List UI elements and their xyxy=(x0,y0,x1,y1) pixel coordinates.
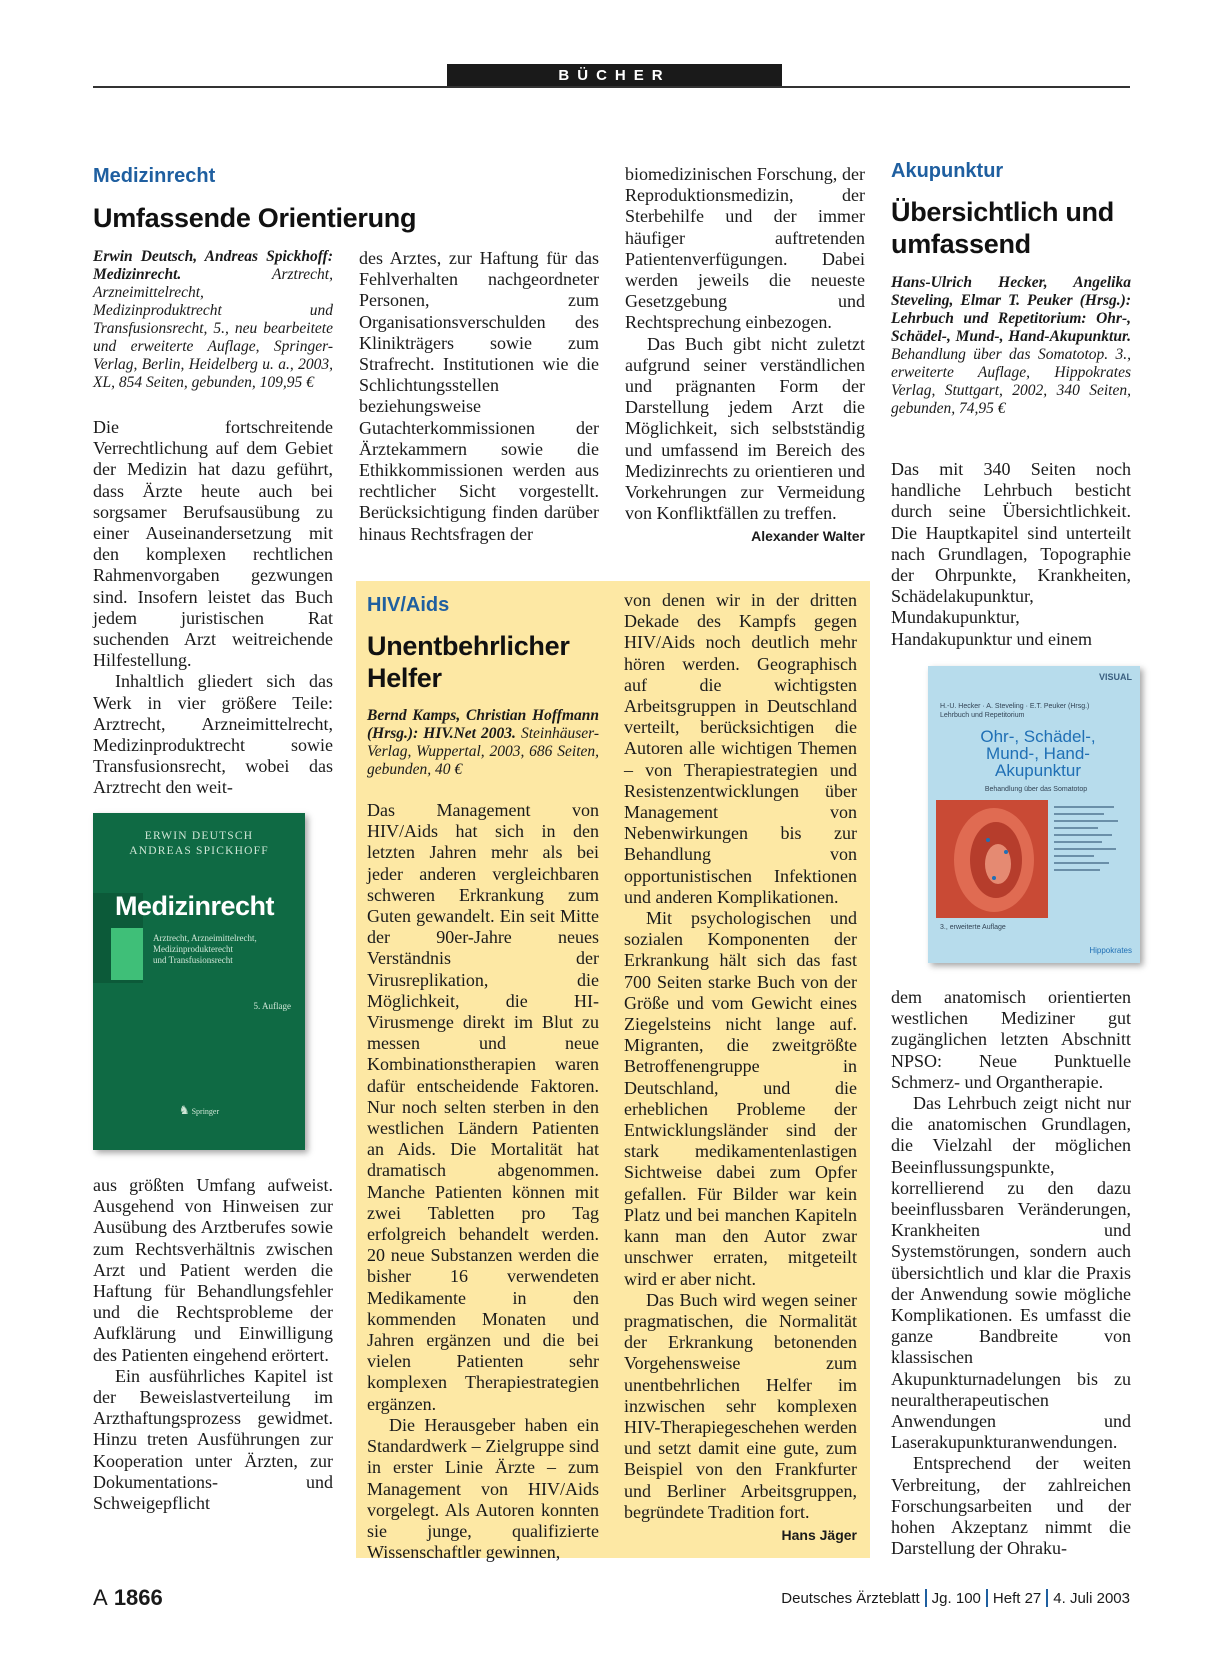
cover-series: Lehrbuch und Repetitorium xyxy=(940,712,1025,719)
cover-publisher-logo: ♞ Springer xyxy=(178,1103,220,1117)
biblio-hiv xyxy=(367,707,599,779)
biblio-medizinrecht xyxy=(93,248,333,392)
cover-publisher: Hippokrates xyxy=(1089,946,1132,955)
cover-authors: H.-U. Hecker · A. Steveling · E.T. Peuker (Hrsg.) xyxy=(940,703,1090,710)
biblio-bold: Hans-Ulrich Hecker, Angelika Steveling, Elmar T. Peuker (Hrsg.): Lehrbuch und Repetitorium: Ohr-, Schädel-, Mund-, Hand-Akupunktur. xyxy=(891,274,1131,345)
cover-title: Mund-, Hand- xyxy=(986,744,1090,763)
col3-body xyxy=(625,164,865,548)
author-signature: Hans Jäger xyxy=(781,1526,857,1543)
cover-contents-list xyxy=(1054,806,1130,876)
cover-title: Akupunktur xyxy=(995,761,1081,780)
headline-unentbehrlicher-helfer: Unentbehrlicher Helfer xyxy=(367,631,570,693)
header-rule xyxy=(93,86,1130,88)
cover-subtitle: und Transfusionsrecht xyxy=(153,955,233,965)
cover-title: Ohr-, Schädel-, xyxy=(980,727,1096,746)
page-number: A 1866 xyxy=(93,1585,163,1610)
cover-brand: VISUAL xyxy=(1098,672,1132,682)
hiv-body-left xyxy=(367,800,599,1563)
col1-body-bottom xyxy=(93,1175,333,1514)
book-cover-medizinrecht xyxy=(93,813,305,1150)
biblio-bold: Erwin Deutsch, Andreas Spickhoff: Medizinrecht. xyxy=(93,248,333,283)
cover-subtitle: Medizinprodukterecht xyxy=(153,944,233,954)
col4-body-bottom xyxy=(891,987,1131,1559)
biblio-akupunktur xyxy=(891,274,1131,418)
biblio-rest: Behandlung über das Somatotop. 3., erweiterte Auflage, Hippokrates Verlag, Stuttgart, 2002, 340 Seiten, gebunden, 74,95 € xyxy=(891,346,1131,417)
book-cover-akupunktur xyxy=(928,666,1140,963)
cover-author: ANDREAS SPICKHOFF xyxy=(129,845,269,857)
paragraph: Mit psychologischen und sozialen Komponenten der Erkrankung hält sich das fast 700 Seiten starke Buch von der Größe und vom Gewicht eines Ziegelsteins nicht lange auf. Migranten, die zweitgrößte Betroffenengruppe in Deutschland, und die erheblichen Probleme der Entwicklungsländer sind der stark medikamentenlastigen Sichtweise dabei zum Opfer gefallen. Für Bilder war kein Platz und bei manchen Kapiteln kann man den Autor zwar unschwer erraten, mitgeteilt wird er aber nicht. xyxy=(624,908,857,1289)
paragraph: Das Buch wird wegen seiner pragmatischen, die Normalität der Erkrankung betonenden Vorgehensweise zum unentbehrlichen Helfer im inzwischen sehr komplexen HIV-Therapiegeschehen werden und setzt damit eine gute, zum Beispiel von den Frankfurter und Berliner Arbeitsgruppen, begründete Tradition fort. Hans Jäger xyxy=(624,1290,857,1523)
paragraph: von denen wir in der dritten Dekade des Kampfs gegen HIV/Aids noch deutlich mehr hören werden. Geographisch auf die wichtigsten Arbeitsgruppen in Deutschland verteilt, berücksichtigen die Autoren alle wichtigen Themen – von Therapiestrategien und Resistenzentwicklungen über Management von Nebenwirkungen bis zur Behandlung von opportunistischen Infektionen und anderen Komplikationen. xyxy=(624,590,857,907)
author-signature: Alexander Walter xyxy=(751,528,865,545)
journal-name: Deutsches Ärzteblatt xyxy=(781,1590,920,1607)
headline-uebersichtlich-und-umfassend: Übersichtlich und umfassend xyxy=(891,197,1114,259)
rubric-medizinrecht: Medizinrecht xyxy=(93,165,216,187)
cover-edition: 5. Auflage xyxy=(253,1001,291,1011)
section-header: BÜCHER xyxy=(447,64,782,87)
cover-edition: 3., erweiterte Auflage xyxy=(940,924,1006,931)
journal-date: 4. Juli 2003 xyxy=(1053,1590,1130,1607)
hiv-body-right xyxy=(624,590,857,1546)
col4-body-top xyxy=(891,459,1131,650)
paragraph: Ein ausführliches Kapitel ist der Beweislastverteilung im Arzthaftungsprozess gewidmet. Hinzu treten Ausführungen zur Kooperation unter Ärzten, zur Dokumentations- und Schweigepflicht xyxy=(93,1365,333,1514)
cover-accent-block xyxy=(111,928,143,980)
cover-subtitle: Arztrecht, Arzneimittelrecht, xyxy=(153,933,257,943)
paragraph: Das Lehrbuch zeigt nicht nur die anatomischen Grundlagen, die Vielzahl der möglichen Beeinflussungspunkte, korrellierend zu den dazu beeinflussbaren Veränderungen, Krankheiten und Systemstörungen, sondern auch übersichtlich und klar die Praxis der Anwendung sowie mögliche Komplikationen. Es umfasst die ganze Bandbreite von klassischen Akupunkturnadelungen bis zu neuraltherapeutischen Anwendungen und Laserakupunkturanwendungen. xyxy=(891,1093,1131,1453)
paragraph: Inhaltlich gliedert sich das Werk in vier größere Teile: Arztrecht, Arzneimittelrecht, Medizinproduktrecht sowie Transfusionsrecht, wobei das Arztrecht den weit- xyxy=(93,671,333,798)
cover-title: Medizinrecht xyxy=(115,891,275,921)
biblio-rest: Steinhäuser-Verlag, Wuppertal, 2003, 686 Seiten, gebunden, 40 € xyxy=(367,725,599,778)
cover-author: ERWIN DEUTSCH xyxy=(144,830,254,842)
cover-subtitle: Behandlung über das Somatotop xyxy=(984,786,1088,793)
paragraph: des Arztes, zur Haftung für das Fehlverhalten nachgeordneter Personen, zum Organisationsverschulden des Klinikträgers sowie zum Strafrecht. Institutionen wie die Schlichtungsstellen beziehungsweise Gutachterkommissionen der Ärztekammern sowie die Ethikkommissionen werden aus rechtlicher Sicht vorgestellt. Berücksichtigung finden darüber hinaus Rechtsfragen der xyxy=(359,248,599,544)
paragraph: Das mit 340 Seiten noch handliche Lehrbuch besticht durch seine Übersichtlichkeit. Die Hauptkapitel sind unterteilt nach Grundlagen, Topographie der Ohrpunkte, Krankheiten, Schädelakupunktur, Mundakupunktur, Handakupunktur und einem xyxy=(891,459,1131,649)
col1-body-top xyxy=(93,417,333,799)
journal-volume: Jg. 100 xyxy=(931,1590,981,1607)
ear-illustration xyxy=(936,800,1048,918)
rubric-hiv-aids: HIV/Aids xyxy=(367,594,450,616)
headline-umfassende-orientierung: Umfassende Orientierung xyxy=(93,203,417,233)
paragraph: Das Buch gibt nicht zuletzt aufgrund seiner verständlichen und prägnanten Form der Darstellung jedem Arzt die Möglichkeit, sich selbstständig und umfassend im Bereich des Medizinrechts zu orientieren und Vorkehrungen zur Vermeidung von Konfliktfällen zu treffen. Alexander Walter xyxy=(625,334,865,525)
paragraph: Die fortschreitende Verrechtlichung auf dem Gebiet der Medizin hat dazu geführt, dass Ärzte heute auch bei sorgsamer Berufsausübung zu einer Auseinandersetzung mit den komplexen rechtlichen Rahmenvorgaben gezwungen sind. Insofern leistet das Buch jedem juristischen Rat suchenden Arzt weitreichende Hilfestellung. xyxy=(93,417,333,671)
paragraph: dem anatomisch orientierten westlichen Mediziner gut zugänglichen letzten Abschnitt NPSO: Neue Punktuelle Schmerz- und Organtherapie. xyxy=(891,987,1131,1092)
journal-info xyxy=(781,1589,1130,1607)
paragraph: biomedizinischen Forschung, der Reproduktionsmedizin, der Sterbehilfe und der immer häufiger auftretenden Patientenverfügungen. Dabei werden jeweils die neueste Gesetzgebung und Rechtsprechung einbezogen. xyxy=(625,164,865,333)
paragraph: Entsprechend der weiten Verbreitung, der zahlreichen Forschungsarbeiten und der hohen Akzeptanz nimmt die Darstellung der Ohraku- xyxy=(891,1453,1131,1559)
paragraph: Das Management von HIV/Aids hat sich in den letzten Jahren mehr als bei jeder anderen vergleichbaren schweren Erkrankung zum Guten gewandelt. Ein seit Mitte der 90er-Jahre neues Verständnis der Virusreplikation, die Möglichkeit, die HI-Virusmenge direkt im Blut zu messen und neue Kombinationstherapien waren dafür entscheidende Faktoren. Nur noch selten sterben in den westlichen Ländern Patienten an Aids. Die Mortalität hat dramatisch abgenommen. Manche Patienten können mit zwei Tabletten pro Tag erfolgreich behandelt werden. 20 neue Substanzen werden die bisher 16 verwendeten Medikamente in den kommenden Monaten und Jahren ergänzen und die bei vielen Patienten sehr komplexen Therapiestrategien ergänzen. xyxy=(367,800,599,1414)
paragraph: Die Herausgeber haben ein Standardwerk – Zielgruppe sind in erster Linie Ärzte – zum Management von HIV/Aids vorgelegt. Als Autoren konnten sie junge, qualifizierte Wissenschaftler gewinnen, xyxy=(367,1414,599,1563)
springer-knight-icon: ♞ xyxy=(178,1103,190,1117)
journal-issue: Heft 27 xyxy=(992,1590,1042,1607)
paragraph: aus größten Umfang aufweist. Ausgehend von Hinweisen zur Ausübung des Arztberufes sowie zum Rechtsverhältnis zwischen Arzt und Patient werden die Haftung für Behandlungsfehler und die Rechtsprobleme der Aufklärung und Einwilligung des Patienten eingehend erörtert. xyxy=(93,1175,333,1365)
biblio-rest: Arztrecht, Arzneimittelrecht, Medizinproduktrecht und Transfusionsrecht, 5., neu bearbeitete und erweiterte Auflage, Springer-Verlag, Berlin, Heidelberg u. a., 2003, XL, 854 Seiten, gebunden, 109,95 € xyxy=(93,266,333,391)
biblio-bold: Bernd Kamps, Christian Hoffmann (Hrsg.): HIV.Net 2003. xyxy=(367,707,599,742)
rubric-akupunktur: Akupunktur xyxy=(891,160,1004,182)
col2-body xyxy=(359,248,599,545)
